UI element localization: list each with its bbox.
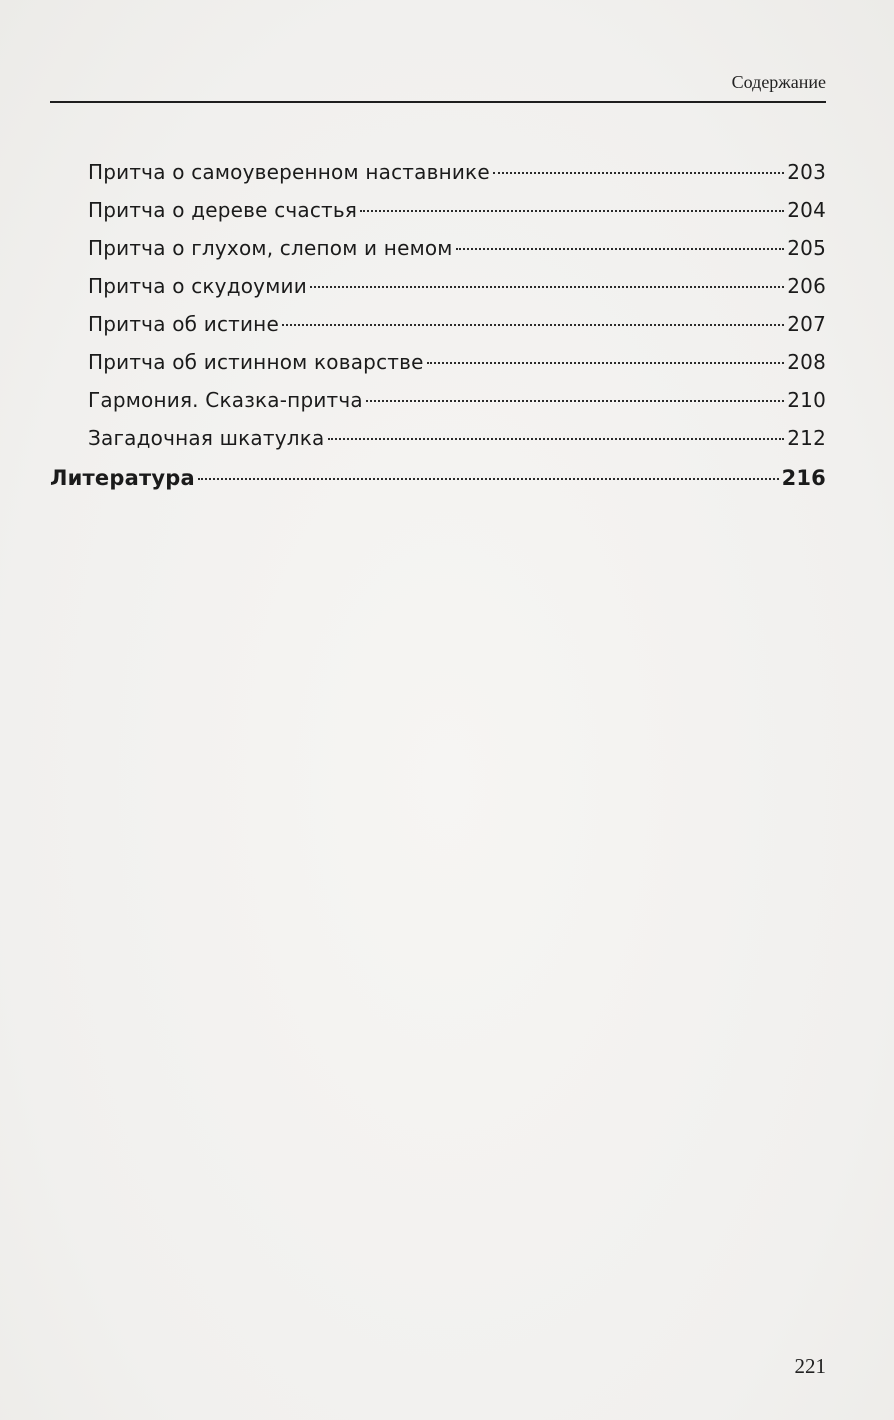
toc-entry-title: Гармония. Сказка-притча	[88, 388, 363, 412]
toc-entry	[50, 236, 826, 274]
toc-main-entry-title: Литература	[50, 466, 195, 490]
toc-entry	[50, 198, 826, 236]
dot-leader	[328, 438, 785, 440]
toc-entry-page: 204	[787, 198, 826, 222]
toc-entry-page: 207	[787, 312, 826, 336]
page-number: 221	[794, 1354, 826, 1378]
toc-entry-page: 212	[787, 426, 826, 450]
toc-main-entry	[50, 466, 826, 504]
toc-entry-title: Притча о дереве счастья	[88, 198, 358, 222]
dot-leader	[282, 324, 784, 326]
table-of-contents	[50, 160, 826, 504]
toc-entry	[50, 350, 826, 388]
toc-entry-title: Притча о глухом, слепом и немом	[88, 236, 453, 260]
dot-leader	[427, 362, 785, 364]
dot-leader	[366, 400, 784, 402]
running-header: Содержание	[731, 72, 826, 92]
header-rule	[50, 101, 826, 103]
toc-entry-title: Загадочная шкатулка	[88, 426, 325, 450]
toc-entry-title: Притча об истине	[88, 312, 279, 336]
toc-entry-title: Притча об истинном коварстве	[88, 350, 424, 374]
dot-leader	[360, 210, 784, 212]
toc-entry	[50, 426, 826, 464]
toc-entry-page: 210	[787, 388, 826, 412]
toc-main-entry-page: 216	[781, 466, 826, 490]
dot-leader	[198, 478, 779, 480]
toc-entry-title: Притча о самоуверенном наставнике	[88, 160, 490, 184]
toc-entry	[50, 388, 826, 426]
dot-leader	[456, 248, 785, 250]
toc-entry	[50, 274, 826, 312]
toc-entry-page: 206	[787, 274, 826, 298]
toc-entry-page: 208	[787, 350, 826, 374]
toc-entry-title: Притча о скудоумии	[88, 274, 307, 298]
dot-leader	[493, 172, 784, 174]
toc-entry-page: 205	[787, 236, 826, 260]
toc-entry	[50, 160, 826, 198]
toc-entry-page: 203	[787, 160, 826, 184]
toc-entry	[50, 312, 826, 350]
dot-leader	[310, 286, 784, 288]
